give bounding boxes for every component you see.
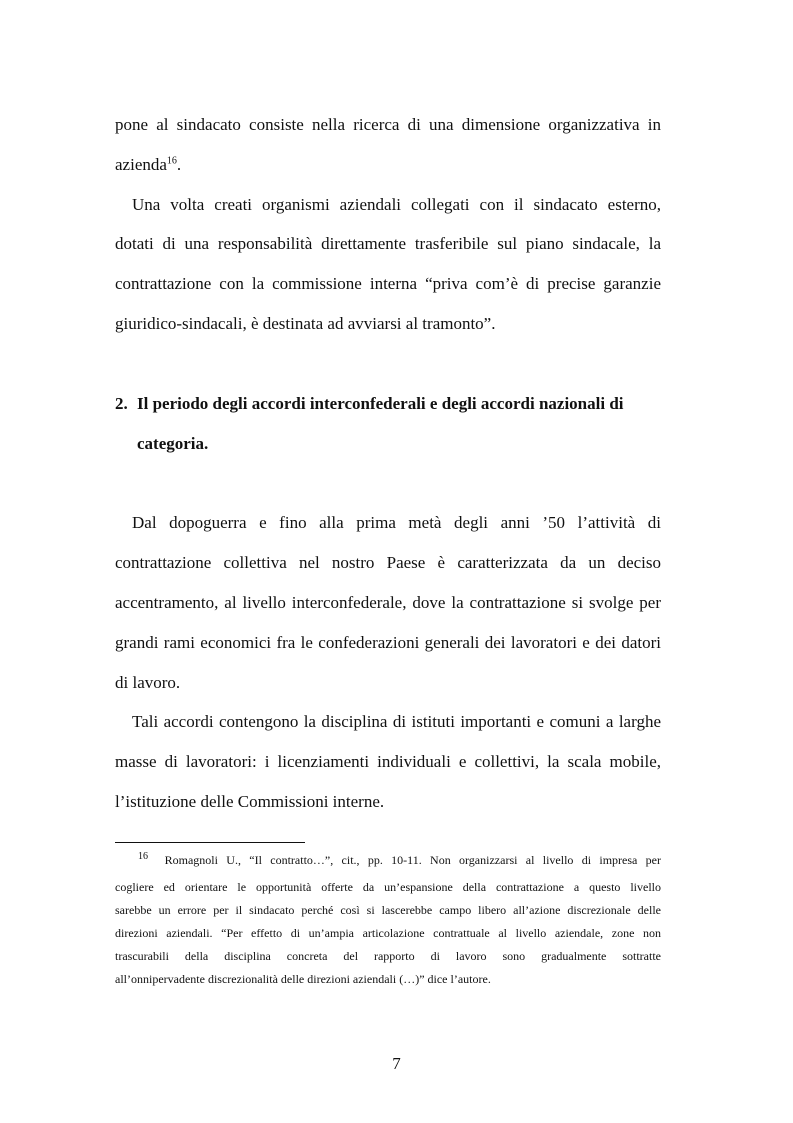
section-heading-line: Il periodo degli accordi interconfederali e degli accordi nazionali di — [137, 394, 624, 413]
footnote-line: trascurabili della disciplina concreta del rapporto di lavoro sono gradualmente sottratte — [115, 949, 661, 963]
footnote-line — [138, 853, 661, 867]
footnote-text: Romagnoli U., “Il contratto…”, cit., pp. 10-11. Non organizzarsi al livello di impresa per — [164, 853, 661, 867]
body-text-line: Una volta creati organismi aziendali collegati con il sindacato esterno, — [132, 195, 661, 214]
body-text-line: Dal dopoguerra e fino alla prima metà degli anni ’50 l’attività di — [132, 513, 661, 532]
section-number: 2. — [115, 394, 128, 413]
footnote-number: 16 — [138, 851, 148, 862]
body-text-line: masse di lavoratori: i licenziamenti individuali e collettivi, la scala mobile, — [115, 752, 661, 771]
footnote-line: cogliere ed orientare le opportunità offerte da un’espansione della contrattazione a questo livello — [115, 880, 661, 894]
body-text: azienda — [115, 155, 167, 174]
body-text-line: accentramento, al livello interconfederale, dove la contrattazione si svolge per — [115, 593, 661, 612]
body-text-line: pone al sindacato consiste nella ricerca di una dimensione organizzativa in — [115, 115, 661, 134]
footnote-line: sarebbe un errore per il sindacato perché così si lascerebbe campo libero all’azione discrezionale delle — [115, 903, 661, 917]
body-text-line: dotati di una responsabilità direttamente trasferibile sul piano sindacale, la — [115, 234, 661, 253]
section-heading-line: categoria. — [137, 434, 209, 453]
body-text-line: di lavoro. — [115, 673, 181, 692]
footnote-line: direzioni aziendali. “Per effetto di un’ampia articolazione contrattuale al livello aziendale, zone non — [115, 926, 661, 940]
body-text-line: l’istituzione delle Commissioni interne. — [115, 792, 385, 811]
body-text-line: giuridico-sindacali, è destinata ad avviarsi al tramonto”. — [115, 314, 496, 333]
footnote-separator — [115, 842, 305, 843]
page-number: 7 — [392, 1054, 401, 1073]
body-text-line: contrattazione con la commissione interna “priva com’è di precise garanzie — [115, 274, 661, 293]
body-text-line: contrattazione collettiva nel nostro Paese è caratterizzata da un deciso — [115, 553, 661, 572]
body-text-line: Tali accordi contengono la disciplina di istituti importanti e comuni a larghe — [132, 712, 661, 731]
footnote-reference[interactable]: 16 — [166, 155, 177, 167]
body-text-line — [115, 155, 181, 175]
body-text-line: grandi rami economici fra le confederazioni generali dei lavoratori e dei datori — [115, 633, 661, 652]
punctuation: . — [176, 155, 182, 174]
footnote-line: all’onnipervadente discrezionalità delle direzioni aziendali (…)” dice l’autore. — [115, 972, 491, 986]
